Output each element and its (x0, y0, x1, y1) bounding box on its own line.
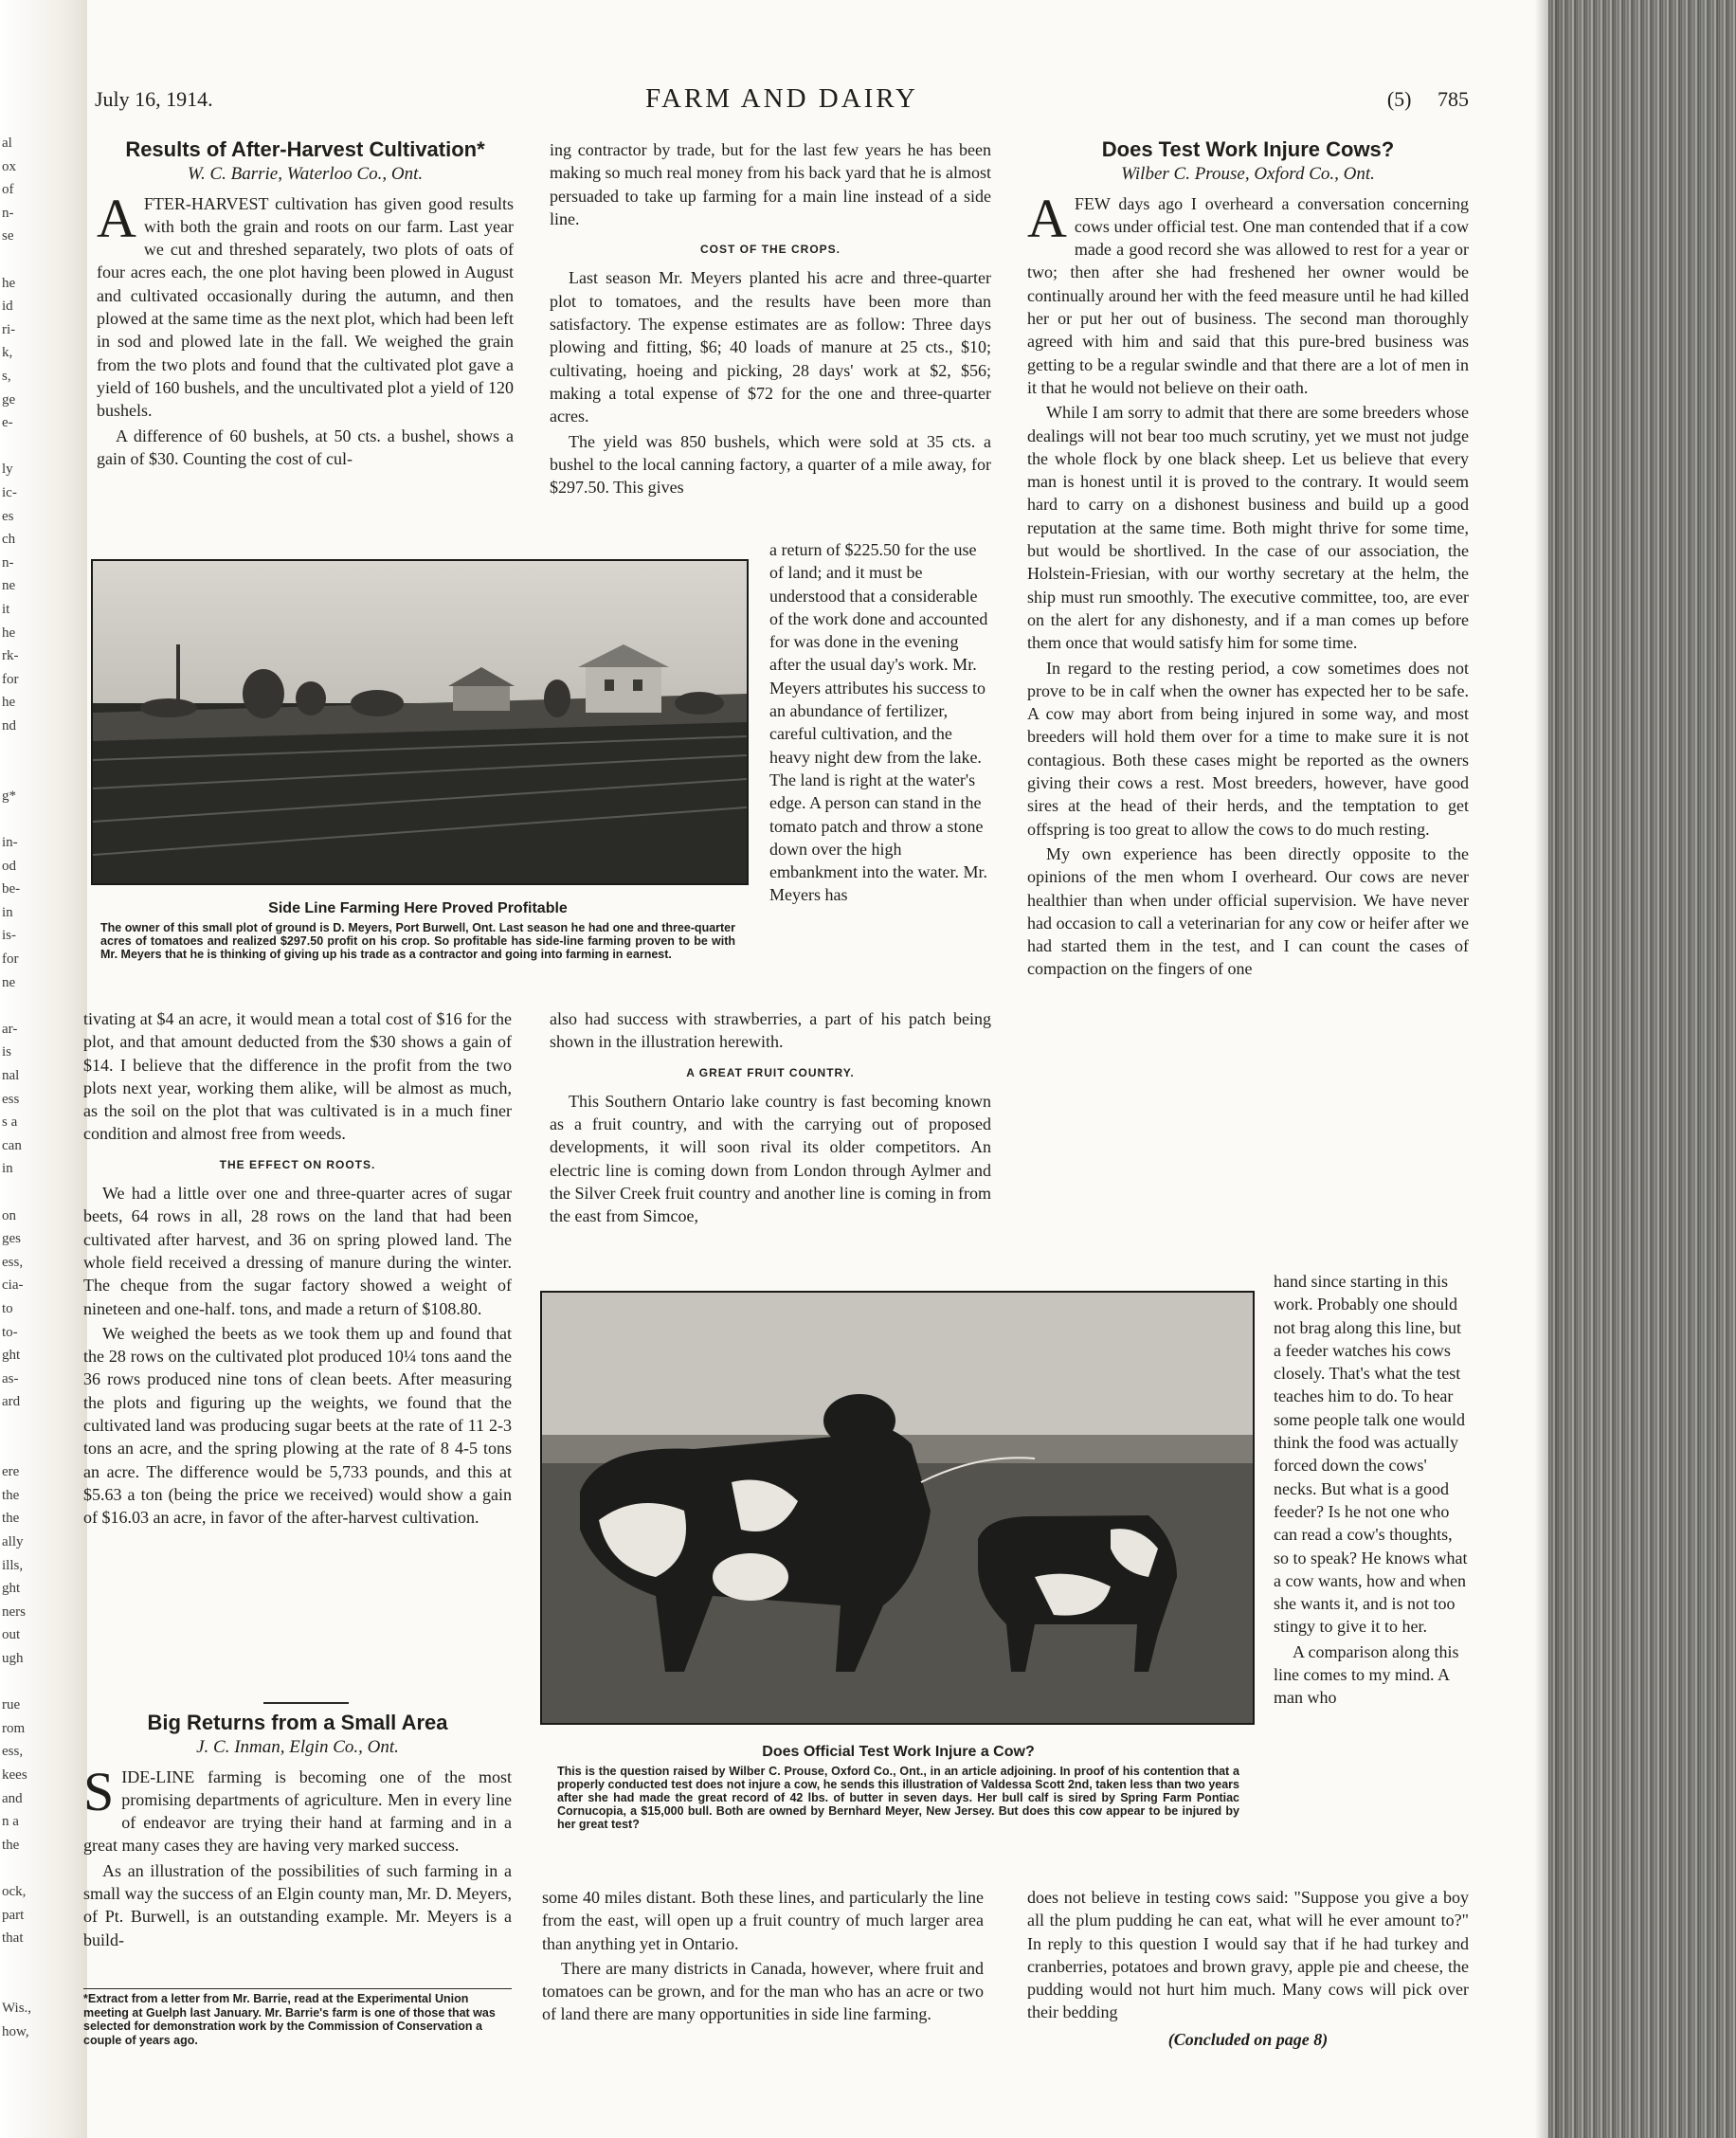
article3-paragraph: My own experience has been directly opposite to the opinions of the men whom I overheard. Our cows are never healthier than when under official supervision. We have never had occasion to call a veterinarian for any cow or heifer after we had started them in the test, and I can count the cases of compaction on the fingers of one (1027, 843, 1469, 979)
edge-fragment: it (2, 602, 10, 617)
holstein-cow-photo (540, 1291, 1255, 1725)
edge-fragment: of (2, 182, 14, 198)
article1-dropcap: A (97, 187, 136, 249)
edge-fragment: al (2, 136, 12, 151)
article2-dropcap: S (83, 1760, 115, 1822)
edge-fragment: es (2, 508, 14, 524)
edge-fragment: id (2, 299, 13, 315)
article3-paragraph: While I am sorry to admit that there are some breeders whose dealings will not bear too much scrutiny, yet we must not judge the whole flock by one black sheep. Let us believe that every man is honest until it is proved to the contrary. It would seem hard to carry on a dishonest business and build up a good reputation at the same time. Both might thrive for some time, but would be shortlived. In the case of our association, the Holstein-Friesian, with our worthy secretary at the helm, the ship must run smoothly. The executive committee, too, are ever on the alert for any dishonesty, and if a man comes up before them once that would satisfy him for some time. (1027, 403, 1469, 653)
photo1-caption (91, 900, 745, 961)
article1-byline: W. C. Barrie, Waterloo Co., Ont. (187, 164, 424, 185)
edge-fragment: n a (2, 1814, 19, 1830)
edge-fragment: n- (2, 554, 14, 571)
edge-fragment: that (2, 1930, 24, 1947)
article1-paragraph: tivating at $4 an acre, it would mean a total cost of $16 for the plot, and that amount deducted from the $30 shows a gain of $14. I believe that the difference in the profit from the two plots next year, working them alike, will be almost as much, as the soil on the plot that was cultivated is in a much finer condition and almost free from weeds. (83, 1009, 512, 1144)
farm-scene-image (93, 561, 747, 883)
article1-continued (83, 1007, 512, 1531)
edge-fragment: ugh (2, 1651, 24, 1666)
edge-fragment: ills, (2, 1557, 24, 1573)
edge-fragment: in (2, 1161, 13, 1177)
edge-fragment: part (2, 1907, 25, 1923)
edge-fragment: ne (2, 578, 16, 594)
article3-paragraph: hand since starting in this work. Probably one should not brag along this line, but a feeder watches his cows closely. That's what the test teaches him to do. To hear some people talk one would think the food was actually forced down the cows' necks. But what is a good feeder? Is he not one who can read a cow's thoughts, so to speak? He knows what a cow wants, how and when she wants it, and is not too stingy to give it to her. (1274, 1272, 1468, 1637)
edge-fragment: g* (2, 788, 16, 804)
edge-fragment: ock, (2, 1884, 27, 1899)
edge-fragment: ally (2, 1534, 24, 1549)
article2-paragraph: There are many districts in Canada, however, where fruit and tomatoes can be grown, and for the man who has an acre or two of land there are many opportunities in side line farming. (542, 1958, 984, 2024)
masthead-title: FARM AND DAIRY (644, 83, 918, 114)
section-divider (263, 1702, 349, 1704)
edge-fragment: n- (2, 205, 14, 221)
photo1-caption-text: The owner of this small plot of ground is D. Meyers, Port Burwell, Ont. Last season he had one and three-quarter acres of tomatoes and realized $297.50 profit on his crop. So profitable has side-line farming proven to be with Mr. Meyers that he is thinking of giving up his trade as a contractor and going into farming in earnest. (100, 921, 735, 961)
edge-fragment: s a (2, 1114, 18, 1131)
edge-fragment: ght (2, 1348, 21, 1364)
photo2-caption-title: Does Official Test Work Injure a Cow? (762, 1744, 1035, 1760)
edge-fragment: ess (2, 1091, 20, 1107)
page-number: (5) 785 (1386, 87, 1469, 111)
edge-fragment: ch (2, 532, 16, 548)
edge-fragment: the (2, 1487, 20, 1503)
edge-fragment: nd (2, 718, 16, 734)
article1-paragraph: We weighed the beets as we took them up and found that the 28 rows on the cultivated plot produced 10¼ tons aand the 36 rows produced nine tons of clean beets. After measuring the plots and figuring up the weights, we found that the cultivated land was producing sugar beets at the rate of 11 2-3 tons an acre, and the spring plowing at the rate of 8 4-5 tons an acre. The difference would be 5,733 pounds, and this at $5.63 a ton (being the price we received) would show a gain of $16.03 an acre, in favor of the after-harvest cultivation. (83, 1323, 512, 1528)
edge-fragment: nal (2, 1068, 20, 1083)
cow-and-calf-image (542, 1293, 1253, 1723)
article2-title: Big Returns from a Small Area (147, 1711, 448, 1734)
edge-fragment: as- (2, 1370, 19, 1386)
edge-fragment: k, (2, 345, 13, 361)
article2-paragraph: also had success with strawberries, a part of his patch being shown in the illustration herewith. (550, 1009, 991, 1052)
edge-fragment: ges (2, 1231, 21, 1247)
edge-fragment: to (2, 1301, 13, 1316)
edge-fragment: out (2, 1627, 21, 1643)
edge-fragment: rom (2, 1720, 26, 1736)
article2-paragraph: ing contractor by trade, but for the last few years he has been making so much real money from his back yard that he is almost persuaded to take up farming for a main line instead of a side line. (550, 140, 991, 228)
edge-fragment: ght (2, 1581, 21, 1597)
article1-top (97, 138, 514, 472)
article2-start (83, 1712, 512, 1953)
edge-fragment: rk- (2, 648, 19, 664)
article3-paragraph: does not believe in testing cows said: "Suppose you give a boy all the plum pudding he can eat, what will he ever amount to?" In reply to this question I would say that if he had turkey and cranberries, potatoes and brown gravy, apple pie and cheese, the pudding would not hurt him much. Many cows will pick over their bedding (1027, 1888, 1469, 2022)
edge-fragment: he (2, 695, 16, 711)
issue-date: July 16, 1914. (95, 87, 213, 111)
edge-fragment: ge (2, 391, 16, 408)
edge-fragment: ic- (2, 485, 17, 500)
edge-fragment: kees (2, 1767, 27, 1783)
edge-fragment: ere (2, 1464, 20, 1480)
article2-paragraph: As an illustration of the possibilities of such farming in a small way the success of an Elgin county man, Mr. D. Meyers, of Pt. Burwell, is an outstanding example. Mr. Meyers is a build- (83, 1860, 512, 1949)
article2-subhead: A GREAT FRUIT COUNTRY. (686, 1065, 855, 1079)
footnote-rule (83, 1988, 512, 1989)
edge-fragment: ly (2, 462, 13, 478)
article2-paragraph: some 40 miles distant. Both these lines, and particularly the line from the east, will open up a fruit country of much larger area than anything yet in Ontario. (542, 1888, 984, 1953)
edge-fragment: ard (2, 1394, 21, 1410)
article1-paragraph: A difference of 60 bushels, at 50 cts. a bushel, shows a gain of $30. Counting the cost of cul- (97, 426, 514, 468)
edge-fragment: to- (2, 1324, 18, 1340)
edge-fragment: ners (2, 1604, 26, 1620)
edge-fragment: ess, (2, 1254, 24, 1270)
edge-fragment: he (2, 275, 16, 291)
photo2-caption (557, 1744, 1239, 1831)
article2-paragraph: The yield was 850 bushels, which were sold at 35 cts. a bushel to the local canning factory, a quarter of a mile away, for $297.50. This gives (550, 431, 991, 498)
edge-fragment: in (2, 904, 13, 920)
edge-fragment: ar- (2, 1021, 18, 1037)
article1-footnote: *Extract from a letter from Mr. Barrie, read at the Experimental Union meeting at Guelph last January. Mr. Barrie's farm is one of those that was selected for demonstration work by the Commission of Conservation a couple of years ago. (83, 1992, 496, 2047)
edge-fragment: se (2, 228, 14, 245)
article1-paragraph: We had a little over one and three-quarter acres of sugar beets, 64 rows in all, 28 rows on the land that had been cultivated after harvest, and 36 on spring plowed land. The whole field received a dressing of manure during the winter. The cheque from the sugar factory showed a weight of nineteen and one-half. tons, and made a return of $108.80. (83, 1184, 512, 1318)
edge-fragment: can (2, 1137, 22, 1153)
article3-title: Does Test Work Injure Cows? (1101, 137, 1395, 161)
article3-paragraph: A comparison along this line comes to my mind. A man who (1274, 1641, 1459, 1708)
tomato-farm-photo (91, 559, 749, 885)
edge-fragment: rue (2, 1697, 21, 1713)
article3-top (1027, 138, 1469, 983)
article1-paragraph: AFTER-HARVEST cultivation has given good results with both the grain and roots on our farm. Last year we cut and threshed separately, two plots of oats of four acres each, the one plot having been plowed in August and cultivated occasionally during the autumn, and then plowed at the same time as the next plot, which had been left in sod and plowed late in the fall. We weighed the grain from the two plots and found that the cultivated plot gave a yield of 160 bushels, and the uncultivated plot a yield of 120 bushels. (97, 187, 514, 421)
continued-notice: (Concluded on page 8) (1167, 2029, 1329, 2049)
edge-fragment: ne (2, 974, 16, 990)
edge-fragment: in- (2, 835, 18, 850)
article2-paragraph: This Southern Ontario lake country is fast becoming known as a fruit country, and with the carrying out of proposed developments, it will soon rival its older competitors. An electric line is coming down from London through Aylmer and the Silver Creek fruit country and another line is coming in from the east from Simcoe, (550, 1091, 991, 1226)
article1-subhead: THE EFFECT ON ROOTS. (219, 1157, 376, 1171)
article3-paragraph: AFEW days ago I overheard a conversation concerning cows under official test. One man contended that if a cow made a good record she was allowed to rest for a year or two; then after she had freshened her owner would be continually around her with the feed measure until he had killed her or put her out of business. The second man thoroughly agreed with him and said that this pure-bred business was getting to be a regular swindle and that there are a lot of men in it that he would not believe on their oath. (1027, 187, 1469, 397)
edge-fragment: the (2, 1837, 20, 1853)
article3-dropcap: A (1027, 187, 1067, 249)
article2-paragraph: SIDE-LINE farming is becoming one of the most promising departments of agriculture. Men in every line of endeavor are trying their hand at farming and in a great many cases they are having very marked success. (83, 1760, 512, 1856)
edge-fragment: is (2, 1044, 12, 1060)
photo1-caption-title: Side Line Farming Here Proved Profitable (268, 900, 568, 916)
edge-fragment: for (2, 951, 19, 967)
article2-byline: J. C. Inman, Elgin Co., Ont. (196, 1737, 399, 1758)
edge-fragment: be- (2, 881, 21, 897)
book-binding-edge (1548, 0, 1736, 2138)
page-header (95, 83, 1469, 125)
edge-fragment: s, (2, 369, 11, 384)
edge-fragment: cia- (2, 1277, 24, 1294)
article3-narrow (1274, 1270, 1469, 1712)
edge-fragment: Wis., (2, 2001, 32, 2016)
edge-fragment: ess, (2, 1744, 24, 1760)
article2-paragraph: Last season Mr. Meyers planted his acre and three-quarter plot to tomatoes, and the results have been more than satisfactory. The expense estimates are as follow: Three days plowing and fitting, $6; 40 loads of manure at 25 cts., $10; cultivating, hoeing and picking, 28 days' work at $2, $56; making a total expense of $72 for the one and three-quarter acres. (550, 268, 991, 426)
edge-fragment: od (2, 858, 16, 874)
article1-title: Results of After-Harvest Cultivation* (125, 137, 485, 161)
article3-paragraph: In regard to the resting period, a cow sometimes does not prove to be in calf when the owner has expected her to be safe. A cow may abort from being injured in some way, and most breeders will hold them over for a time to make sure it is not contagious. Both these cases might be reported as the owners giving their cows a rest. Most breeders, however, have good sires at the head of their herds, and the temptation to get offspring is too great to allow the cows to do much resting. (1027, 658, 1469, 839)
article2-column2-narrow (769, 538, 989, 909)
edge-fragment: for (2, 671, 19, 687)
edge-fragment: and (2, 1790, 23, 1806)
edge-fragment: on (2, 1207, 16, 1223)
article2-paragraph: a return of $225.50 for the use of land; and it must be understood that a considerable of the work done and accounted for was done in the evening after the usual day's work. Mr. Meyers attributes his success to an abundance of fertilizer, careful cultivation, and the heavy night dew from the lake. The land is right at the water's edge. A person can stand in the tomato patch and throw a stone down over the high embankment into the water. Mr. Meyers has (769, 540, 988, 905)
edge-fragment: e- (2, 415, 13, 431)
article2-column2-bottom (542, 1886, 984, 2028)
edge-fragment: is- (2, 928, 16, 944)
edge-fragment: how, (2, 2023, 29, 2039)
edge-fragment: ri- (2, 321, 16, 337)
article2-column2-mid (550, 1007, 991, 1230)
edge-fragment: the (2, 1511, 20, 1527)
article3-bottom (1027, 1886, 1469, 2051)
photo2-caption-text: This is the question raised by Wilber C. Prouse, Oxford Co., Ont., in an article adjoining. In proof of his contention that a properly conducted test does not injure a cow, he sends this illustration of Valdessa Scott 2nd, taken less than two years after she had made the great record of 42 lbs. of butter in seven days. Her bull calf is sired by Spring Farm Pontiac Cornucopia, a $15,000 bull. Both are owned by Bernhard Meyer, New Jersey. But does this cow appear to be injured by her great test? (557, 1765, 1239, 1831)
edge-fragment: he (2, 625, 16, 641)
edge-fragment: ox (2, 158, 16, 174)
article2-column2 (550, 138, 991, 500)
article2-subhead: COST OF THE CROPS. (699, 243, 841, 257)
article3-byline: Wilber C. Prouse, Oxford Co., Ont. (1121, 164, 1375, 185)
